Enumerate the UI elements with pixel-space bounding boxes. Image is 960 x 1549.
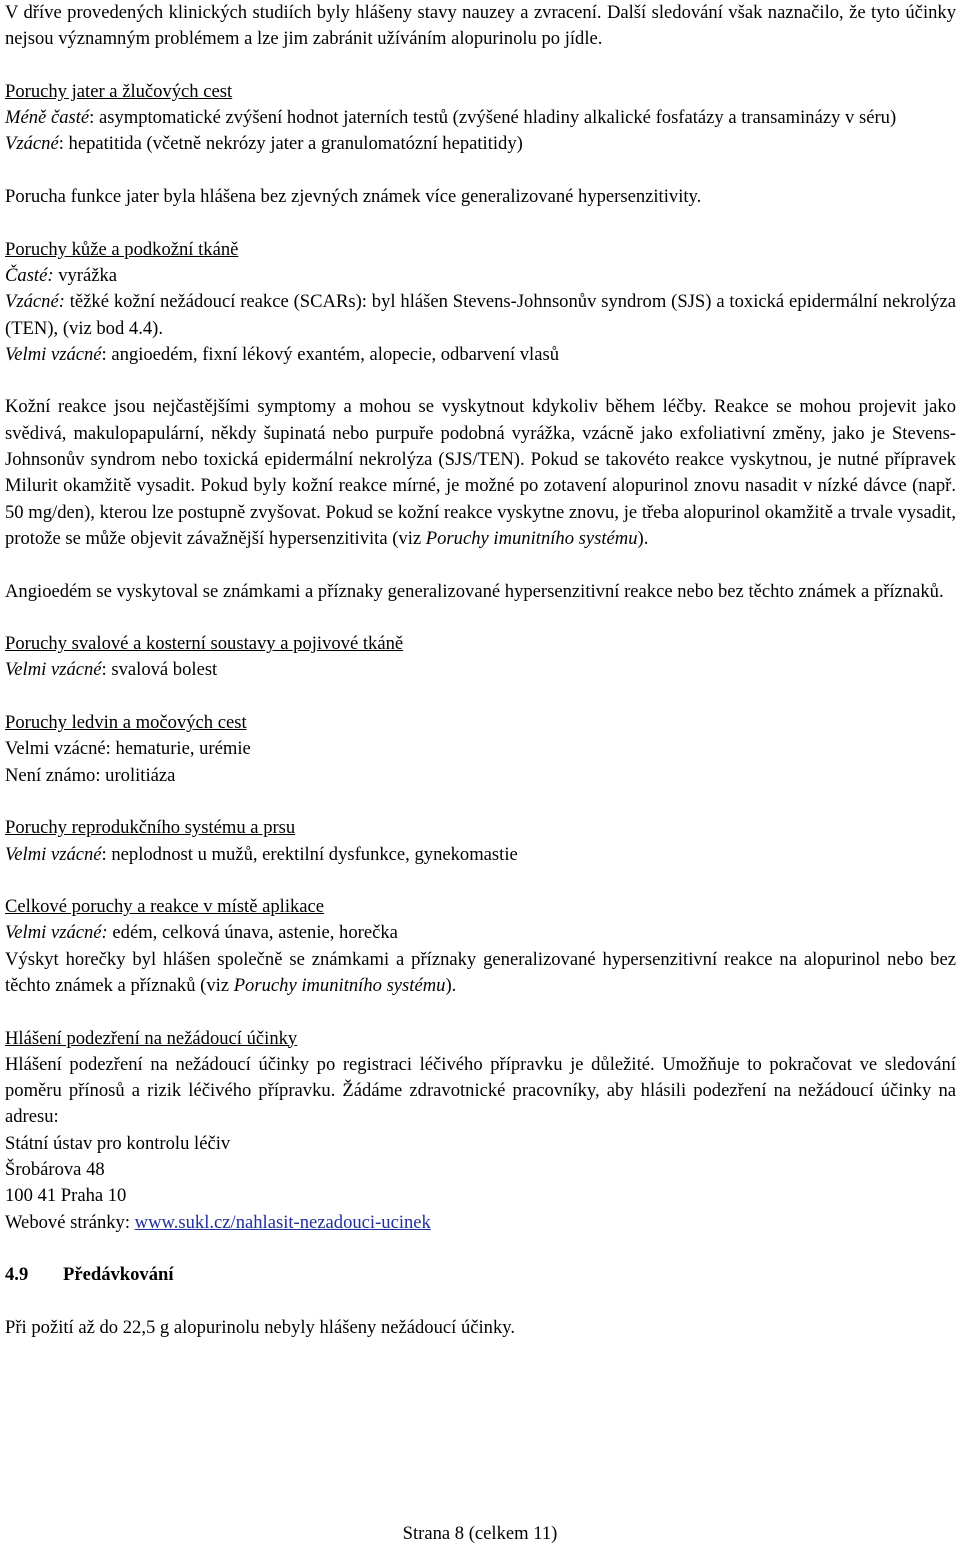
renal-heading [5, 710, 956, 736]
address-line-3: 100 41 Praha 10 [5, 1185, 127, 1207]
liver-uncommon [5, 105, 956, 131]
section-title: Předávkování [63, 1264, 174, 1286]
skin-paragraph [5, 394, 956, 552]
fever-end: ). [445, 974, 457, 996]
fever-ref: Poruchy imunitního systému [233, 974, 446, 996]
skin-common-text: vyrážka [53, 264, 118, 286]
liver-note: Porucha funkce jater byla hlášena bez zjevných známek více generalizované hypersenzitivity. [5, 186, 702, 208]
skin-paragraph-end: ). [637, 527, 649, 549]
overdose-paragraph: Při požití až do 22,5 g alopurinolu nebyly hlášeny nežádoucí účinky. [5, 1316, 516, 1338]
liver-heading-text: Poruchy jater a žlučových cest [5, 80, 233, 102]
skin-paragraph-ref: Poruchy imunitního systému [425, 527, 638, 549]
reporting-paragraph: Hlášení podezření na nežádoucí účinky po registraci léčivého přípravku je důležité. Umožňuje to pokračovat ve sledování poměru přínosů a rizik léčivého přípravku. Žádáme zdravotnické pracovníky, aby hlásili podezření na nežádoucí účinky na adresu: [5, 1053, 956, 1128]
address-line-1: Státní ústav pro kontrolu léčiv [5, 1132, 231, 1154]
skin-very-rare-text: : angioedém, fixní lékový exantém, alopecie, odbarvení vlasů [101, 343, 560, 365]
skin-common [5, 263, 956, 289]
renal-line-2: Není známo: urolitiáza [5, 764, 176, 786]
skin-rare [5, 289, 956, 342]
liver-uncommon-text: : asymptomatické zvýšení hodnot jaterních testů (zvýšené hladiny alkalické fosfatázy a transaminázy v séru) [89, 107, 897, 129]
angioedema-paragraph: Angioedém se vyskytoval se známkami a příznaky generalizované hypersenzitivní reakce nebo bez těchto známek a příznaků. [5, 580, 944, 602]
liver-rare [5, 131, 956, 157]
reproductive-heading-text: Poruchy reprodukčního systému a prsu [5, 817, 296, 839]
musculo-very-rare-text: : svalová bolest [101, 659, 218, 681]
musculo-very-rare-label: Velmi vzácné [5, 659, 102, 681]
reproductive-very-rare-text: : neplodnost u mužů, erektilní dysfunkce, gynekomastie [101, 843, 518, 865]
page-footer: Strana 8 (celkem 11) [402, 1523, 558, 1544]
fever-text: Výskyt horečky byl hlášen společně se známkami a příznaky generalizované hypersenzitivní reakce na alopurinol nebo bez těchto známek a příznaků (viz [5, 948, 956, 996]
general-heading-text: Celkové poruchy a reakce v místě aplikace [5, 896, 325, 918]
skin-very-rare-label: Velmi vzácné [5, 343, 102, 365]
reproductive-very-rare [5, 842, 956, 868]
general-very-rare [5, 920, 956, 946]
liver-heading [5, 79, 956, 105]
general-heading [5, 894, 956, 920]
skin-heading [5, 237, 956, 263]
website-label: Webové stránky: [5, 1211, 135, 1233]
fever-paragraph [5, 947, 956, 1000]
reproductive-very-rare-label: Velmi vzácné [5, 843, 102, 865]
website-line [5, 1210, 956, 1236]
skin-common-label: Časté: [5, 264, 54, 286]
reporting-heading-text: Hlášení podezření na nežádoucí účinky [5, 1027, 298, 1049]
intro-paragraph: V dříve provedených klinických studiích byly hlášeny stavy nauzey a zvracení. Další sledování však naznačilo, že tyto účinky nejsou významným problémem a lze jim zabránit užíváním alopurinolu po jídle. [5, 2, 956, 50]
musculo-very-rare [5, 657, 956, 683]
website-link[interactable]: www.sukl.cz/nahlasit-nezadouci-ucinek [134, 1211, 431, 1233]
section-4-9-heading [5, 1262, 956, 1288]
musculo-heading-text: Poruchy svalové a kosterní soustavy a pojivové tkáně [5, 633, 404, 655]
liver-rare-label: Vzácné [5, 133, 59, 155]
skin-paragraph-text: Kožní reakce jsou nejčastějšími symptomy a mohou se vyskytnout kdykoliv během léčby. Reakce se mohou projevit jako svědivá, makulopapulární, někdy šupinatá nebo purpuře podobná vyrážka, vzácně jako exfoliativní změny, jako je Stevens-Johnsonův syndrom nebo toxická epidermální nekrolýza (SJS/TEN). Pokud se takovéto reakce vyskytnou, je nutné přípravek Milurit okamžitě vysadit. Pokud byly kožní reakce mírné, je možné po zotavení alopurinol znovu nasadit v nízké dávce (např. 50 mg/den), kterou lze postupně zvyšovat. Pokud se kožní reakce vyskytne znovu, je třeba alopurinol okamžitě a trvale vysadit, protože se může objevit závažnější hypersenzitivita (viz [5, 396, 956, 549]
liver-uncommon-label: Méně časté [5, 107, 90, 129]
skin-rare-label: Vzácné: [5, 291, 65, 313]
renal-line-1: Velmi vzácné: hematurie, urémie [5, 738, 251, 760]
liver-rare-text: : hepatitida (včetně nekrózy jater a granulomatózní hepatitidy) [58, 133, 523, 155]
general-very-rare-text: edém, celková únava, astenie, horečka [107, 922, 398, 944]
section-number: 4.9 [5, 1264, 29, 1286]
skin-heading-text: Poruchy kůže a podkožní tkáně [5, 238, 239, 260]
renal-heading-text: Poruchy ledvin a močových cest [5, 712, 247, 734]
reproductive-heading [5, 815, 956, 841]
skin-rare-text: těžké kožní nežádoucí reakce (SCARs): byl hlášen Stevens-Johnsonův syndrom (SJS) a toxická epidermální nekrolýza (TEN), (viz bod 4.4). [5, 291, 956, 339]
general-very-rare-label: Velmi vzácné: [5, 922, 108, 944]
document-page [5, 0, 956, 1341]
address-line-2: Šrobárova 48 [5, 1159, 105, 1181]
musculo-heading [5, 631, 956, 657]
skin-very-rare [5, 342, 956, 368]
reporting-heading [5, 1026, 956, 1052]
